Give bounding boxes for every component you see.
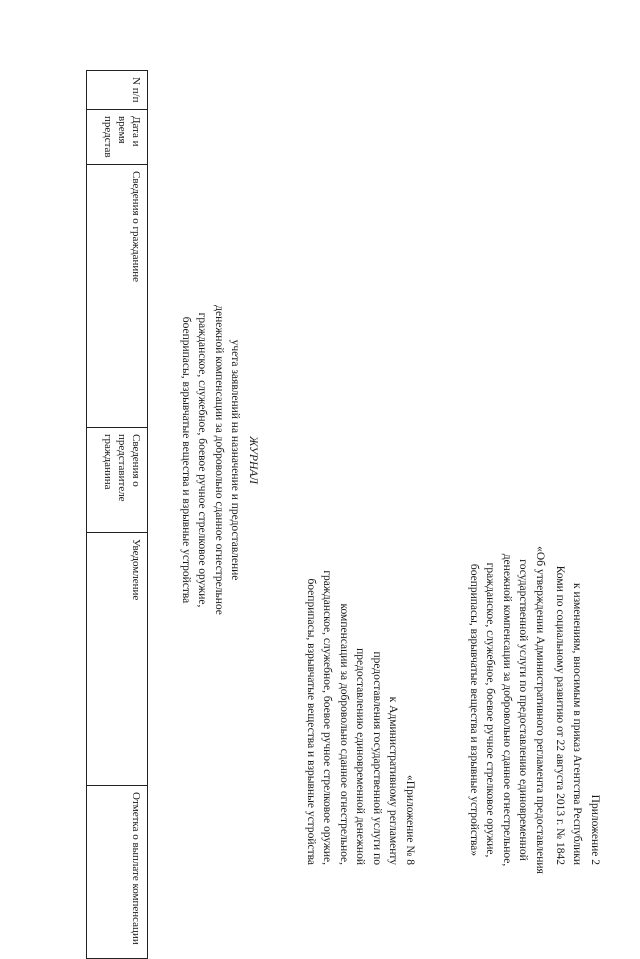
header-date: Дата и время представ bbox=[86, 110, 147, 165]
journal-line-1: учета заявлений на назначение и предоставление bbox=[229, 339, 242, 581]
appendix-2-subtitle bbox=[549, 500, 582, 865]
header-notification: Уведомление bbox=[86, 533, 147, 786]
table-header-row bbox=[86, 71, 147, 959]
appendix-2-line-5: денежной компенсации за добровольно сданное огнестрельное, bbox=[501, 553, 513, 867]
appendix-2-line-1: к изменениям, вносимым в приказ Агентства Республики bbox=[571, 583, 583, 865]
appendix-8-line-5: гражданское, служебное, боевое ручное стрелковое оружие, bbox=[321, 570, 334, 865]
appendix-8-line-2: предоставления государственной услуги по bbox=[371, 651, 383, 865]
appendix-2-line-6: гражданское, служебное, боевое ручное стрелковое оружие, bbox=[484, 562, 497, 858]
appendix-2-line-4: государственной услуги по предоставлению единовременной bbox=[517, 559, 530, 861]
journal-line-3: гражданское, служебное, боевое ручное стрелковое оружие, bbox=[196, 312, 209, 608]
appendix-2-line-7: боеприпасы, взрывчатые вещества и взрывные устройства» bbox=[468, 563, 480, 857]
journal-title-block bbox=[180, 240, 259, 680]
appendix-8-line-3: предоставлению единовременной денежной bbox=[354, 648, 367, 865]
journal-line-2: денежной компенсации за добровольно сданное огнестрельное bbox=[213, 305, 225, 615]
appendix-2-line-3: «Об утверждении Административного регламента предоставления bbox=[534, 546, 546, 874]
journal-table bbox=[86, 70, 148, 959]
header-representative: Сведения о представителе гражданина bbox=[86, 428, 147, 533]
appendix-8-line-1: к Административному регламенту bbox=[387, 696, 400, 865]
journal-title: ЖУРНАЛ bbox=[247, 436, 259, 484]
appendix-2-order-title bbox=[468, 540, 546, 880]
appendix-8-block bbox=[305, 500, 416, 865]
appendix-2-block bbox=[589, 515, 601, 865]
appendix-2-title: Приложение 2 bbox=[589, 794, 601, 865]
appendix-8-line-6: боеприпасы, взрывчатые вещества и взрывные устройства bbox=[305, 578, 317, 865]
header-citizen: Сведения о гражданине bbox=[86, 165, 147, 428]
appendix-8-line-4: компенсации за добровольно сданное огнестрельное, bbox=[338, 603, 350, 865]
appendix-8-title: «Приложение № 8 bbox=[404, 775, 416, 865]
header-payment-mark: Отметка о выплате компенсации bbox=[86, 786, 147, 959]
journal-line-4: боеприпасы, взрывчатые вещества и взрывные устройства bbox=[180, 316, 192, 604]
header-number: N п/п bbox=[86, 71, 147, 110]
appendix-2-line-2: Коми по социальному развитию от 22 августа 2013 г. № 1842 bbox=[554, 565, 567, 865]
